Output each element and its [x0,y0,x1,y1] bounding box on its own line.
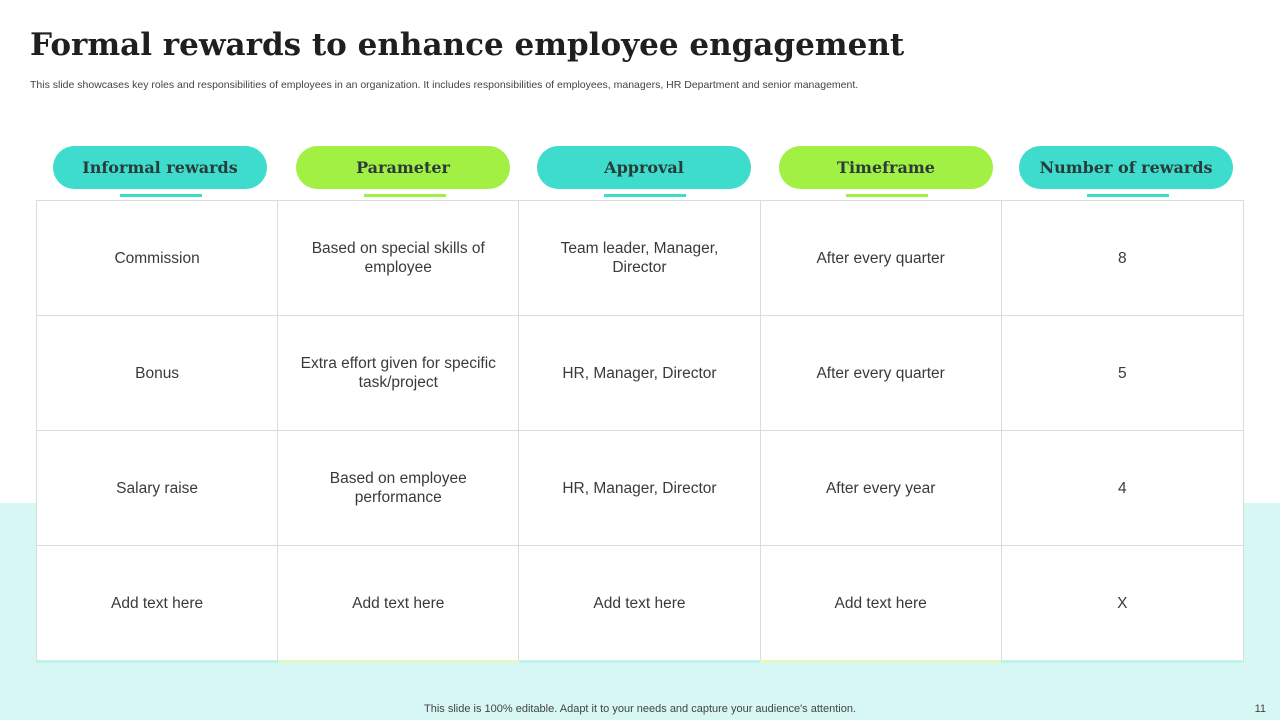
column-header-approval: Approval [537,146,751,189]
column-header-parameter: Parameter [296,146,510,189]
table-cell: Based on employee performance [278,431,519,545]
column-bottom-accent [760,660,1001,663]
table-cell: HR, Manager, Director [519,431,760,545]
table-cell: After every year [761,431,1002,545]
table-cell: Extra effort given for specific task/project [278,316,519,430]
table-cell: Add text here [37,546,278,661]
column-bottom-accent [37,660,278,663]
page-number: 11 [1254,703,1266,715]
slide-subtitle: This slide showcases key roles and responsibilities of employees in an organization. It includes responsibilities of employees, managers, HR Department and senior management. [30,79,859,91]
table-cell: After every quarter [761,201,1002,315]
table-cell: Add text here [761,546,1002,661]
column-header-informal-rewards: Informal rewards [53,146,267,189]
table-cell: 5 [1118,364,1127,382]
table-cell: Add text here [519,546,760,661]
table-cell: Commission [37,201,278,315]
column-bottom-accent [519,660,760,663]
table-cell: Team leader, Manager, Director [519,201,760,315]
table-row [37,316,1243,431]
header-underline [364,194,446,197]
table-cell: HR, Manager, Director [519,316,760,430]
table-row [37,546,1243,661]
table-cell: Salary raise [37,431,278,545]
slide-title: Formal rewards to enhance employee engagement [30,27,905,63]
table-cell: Based on special skills of employee [278,201,519,315]
column-header-number-of-rewards: Number of rewards [1019,146,1233,189]
column-header-timeframe: Timeframe [779,146,993,189]
rewards-table [36,200,1244,662]
column-bottom-accent [1001,660,1242,663]
table-cell: After every quarter [761,316,1002,430]
table-cell: Add text here [278,546,519,661]
header-underline [604,194,686,197]
header-underline [1087,194,1169,197]
header-underline [120,194,202,197]
table-row [37,431,1243,546]
table-cell: 4 [1118,479,1127,497]
table-cell: 8 [1118,249,1127,267]
table-cell: X [1117,595,1128,612]
slide-footer: This slide is 100% editable. Adapt it to your needs and capture your audience's attention. [424,703,856,715]
header-underline [846,194,928,197]
table-row [37,201,1243,316]
column-bottom-accent [278,660,519,663]
table-cell: Bonus [37,316,278,430]
